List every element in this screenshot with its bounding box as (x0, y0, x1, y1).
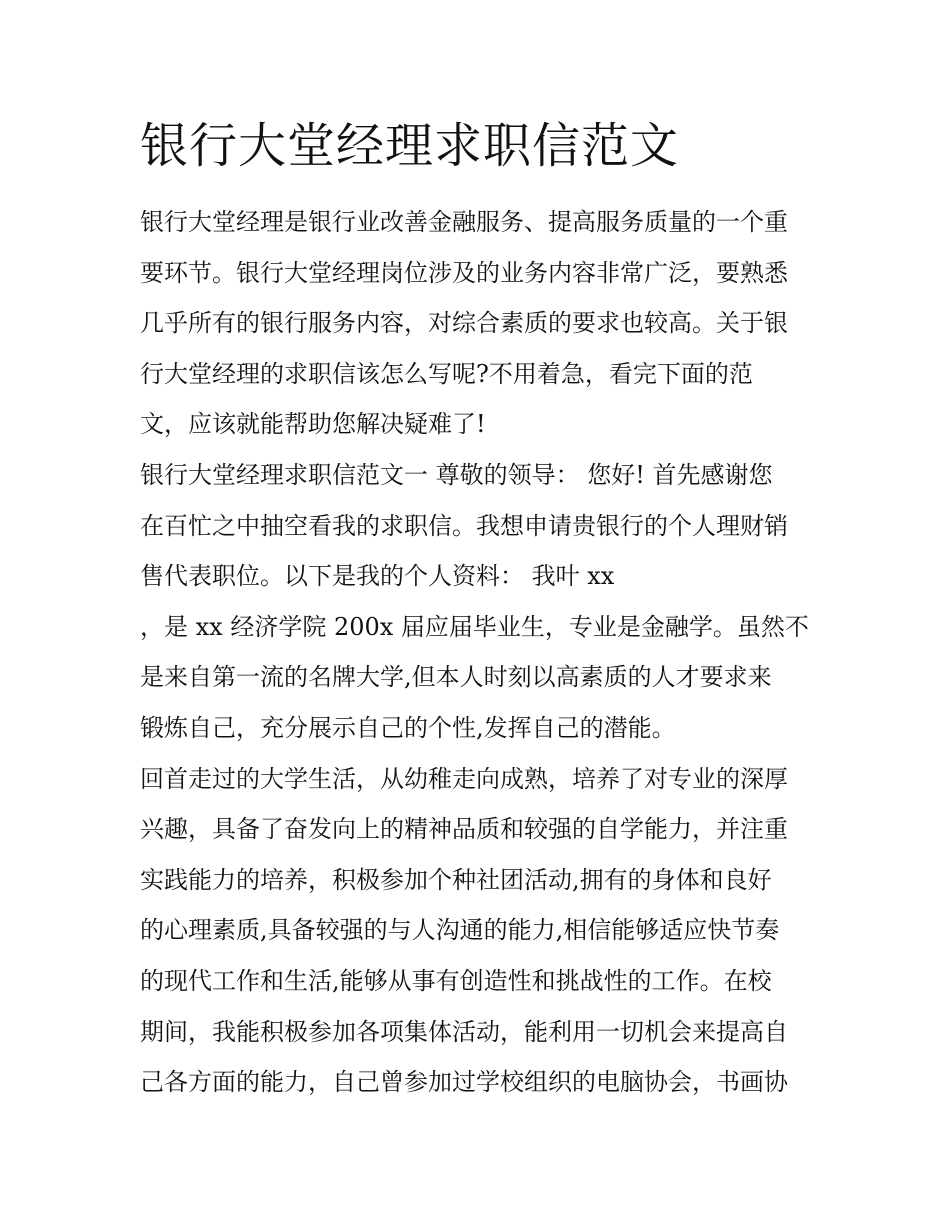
body-line: 银行大堂经理求职信范文一 尊敬的领导： 您好! 首先感谢您 (140, 460, 773, 489)
body-line: 银行大堂经理是银行业改善金融服务、提高服务质量的一个重 (140, 208, 788, 236)
body-line: 在百忙之中抽空看我的求职信。我想申请贵银行的个人理财销 (140, 511, 788, 540)
document-body (140, 197, 830, 1108)
body-line: 兴趣，具备了奋发向上的精神品质和较强的自学能力，并注重 (140, 815, 788, 844)
body-line: 是来自第一流的名牌大学,但本人时刻以高素质的人才要求来 (140, 663, 772, 692)
body-line: 的现代工作和生活,能够从事有创造性和挑战性的工作。在校 (140, 966, 772, 995)
body-line: ，是 xx 经济学院 200x 届应届毕业生，专业是金融学。虽然不 (140, 612, 809, 641)
body-line: 几乎所有的银行服务内容，对综合素质的要求也较高。关于银 (140, 309, 788, 338)
body-line: 售代表职位。以下是我的个人资料： 我叶 xx (140, 562, 615, 591)
body-line: 回首走过的大学生活，从幼稚走向成熟，培养了对专业的深厚 (140, 764, 788, 793)
body-line: 己各方面的能力，自己曾参加过学校组织的电脑协会，书画协 (140, 1068, 788, 1097)
body-line: 期间，我能积极参加各项集体活动，能利用一切机会来提高自 (140, 1017, 788, 1046)
body-line: 行大堂经理的求职信该怎么写呢?不用着急，看完下面的范 (140, 359, 753, 388)
body-line: 要环节。银行大堂经理岗位涉及的业务内容非常广泛，要熟悉 (140, 258, 788, 287)
body-line: 的心理素质,具备较强的与人沟通的能力,相信能够适应快节奏 (140, 916, 780, 945)
body-line: 实践能力的培养，积极参加个种社团活动,拥有的身体和良好 (140, 865, 772, 894)
body-line: 锻炼自己，充分展示自己的个性,发挥自己的潜能。 (140, 713, 676, 742)
body-line: 文，应该就能帮助您解决疑难了! (140, 410, 486, 439)
document-title: 银行大堂经理求职信范文 (140, 118, 680, 174)
